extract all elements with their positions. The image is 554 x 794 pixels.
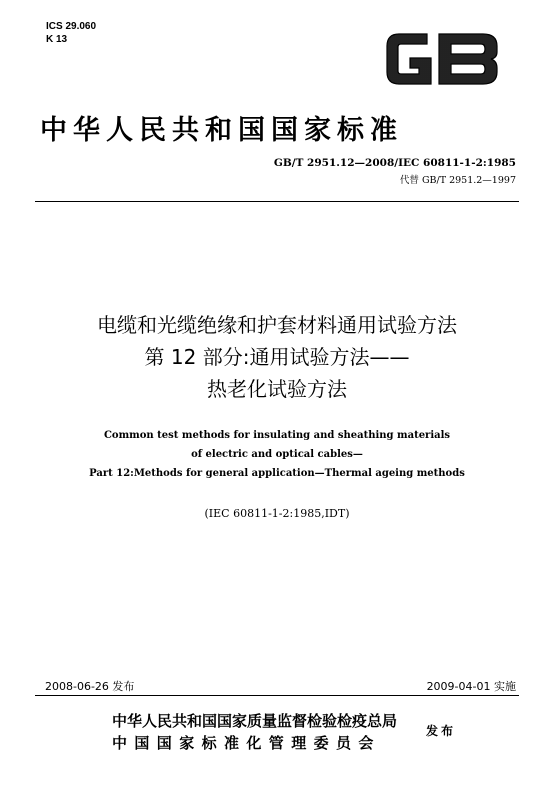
standard-number: GB/T 2951.12—2008/IEC 60811-1-2:1985 (273, 157, 516, 169)
standard-title: 中华人民共和国国家标准 (40, 115, 403, 146)
replaces-note: 代替 GB/T 2951.2—1997 (399, 175, 516, 186)
bottom-divider (35, 695, 519, 696)
issue-date: 2008-06-26 发布 (45, 680, 135, 693)
implementation-date: 2009-04-01 实施 (426, 680, 516, 693)
gb-logo (383, 30, 503, 88)
document-title-cn-line1: 电缆和光缆绝缘和护套材料通用试验方法 (97, 313, 457, 337)
document-title-cn-line3: 热老化试验方法 (207, 377, 347, 401)
iec-reference: (IEC 60811-1-2:1985,IDT) (204, 507, 350, 520)
document-title-cn-line2: 第 12 部分:通用试验方法—— (144, 345, 410, 369)
document-title-en-line1: Common test methods for insulating and sheathing materials (103, 430, 451, 441)
ics-code: ICS 29.060 (46, 21, 97, 32)
issuer-aqsiq: 中华人民共和国国家质量监督检验检疫总局 (112, 712, 398, 730)
document-title-en-line3: Part 12:Methods for general application—Thermal ageing methods (89, 468, 465, 479)
issuer-sac: 中国国家标准化管理委员会 (112, 734, 381, 752)
ccs-code: K 13 (46, 34, 68, 45)
classification-codes (46, 20, 96, 46)
top-divider (35, 201, 519, 202)
publish-label: 发布 (426, 724, 457, 738)
document-title-en-line2: of electric and optical cables— (191, 449, 363, 460)
